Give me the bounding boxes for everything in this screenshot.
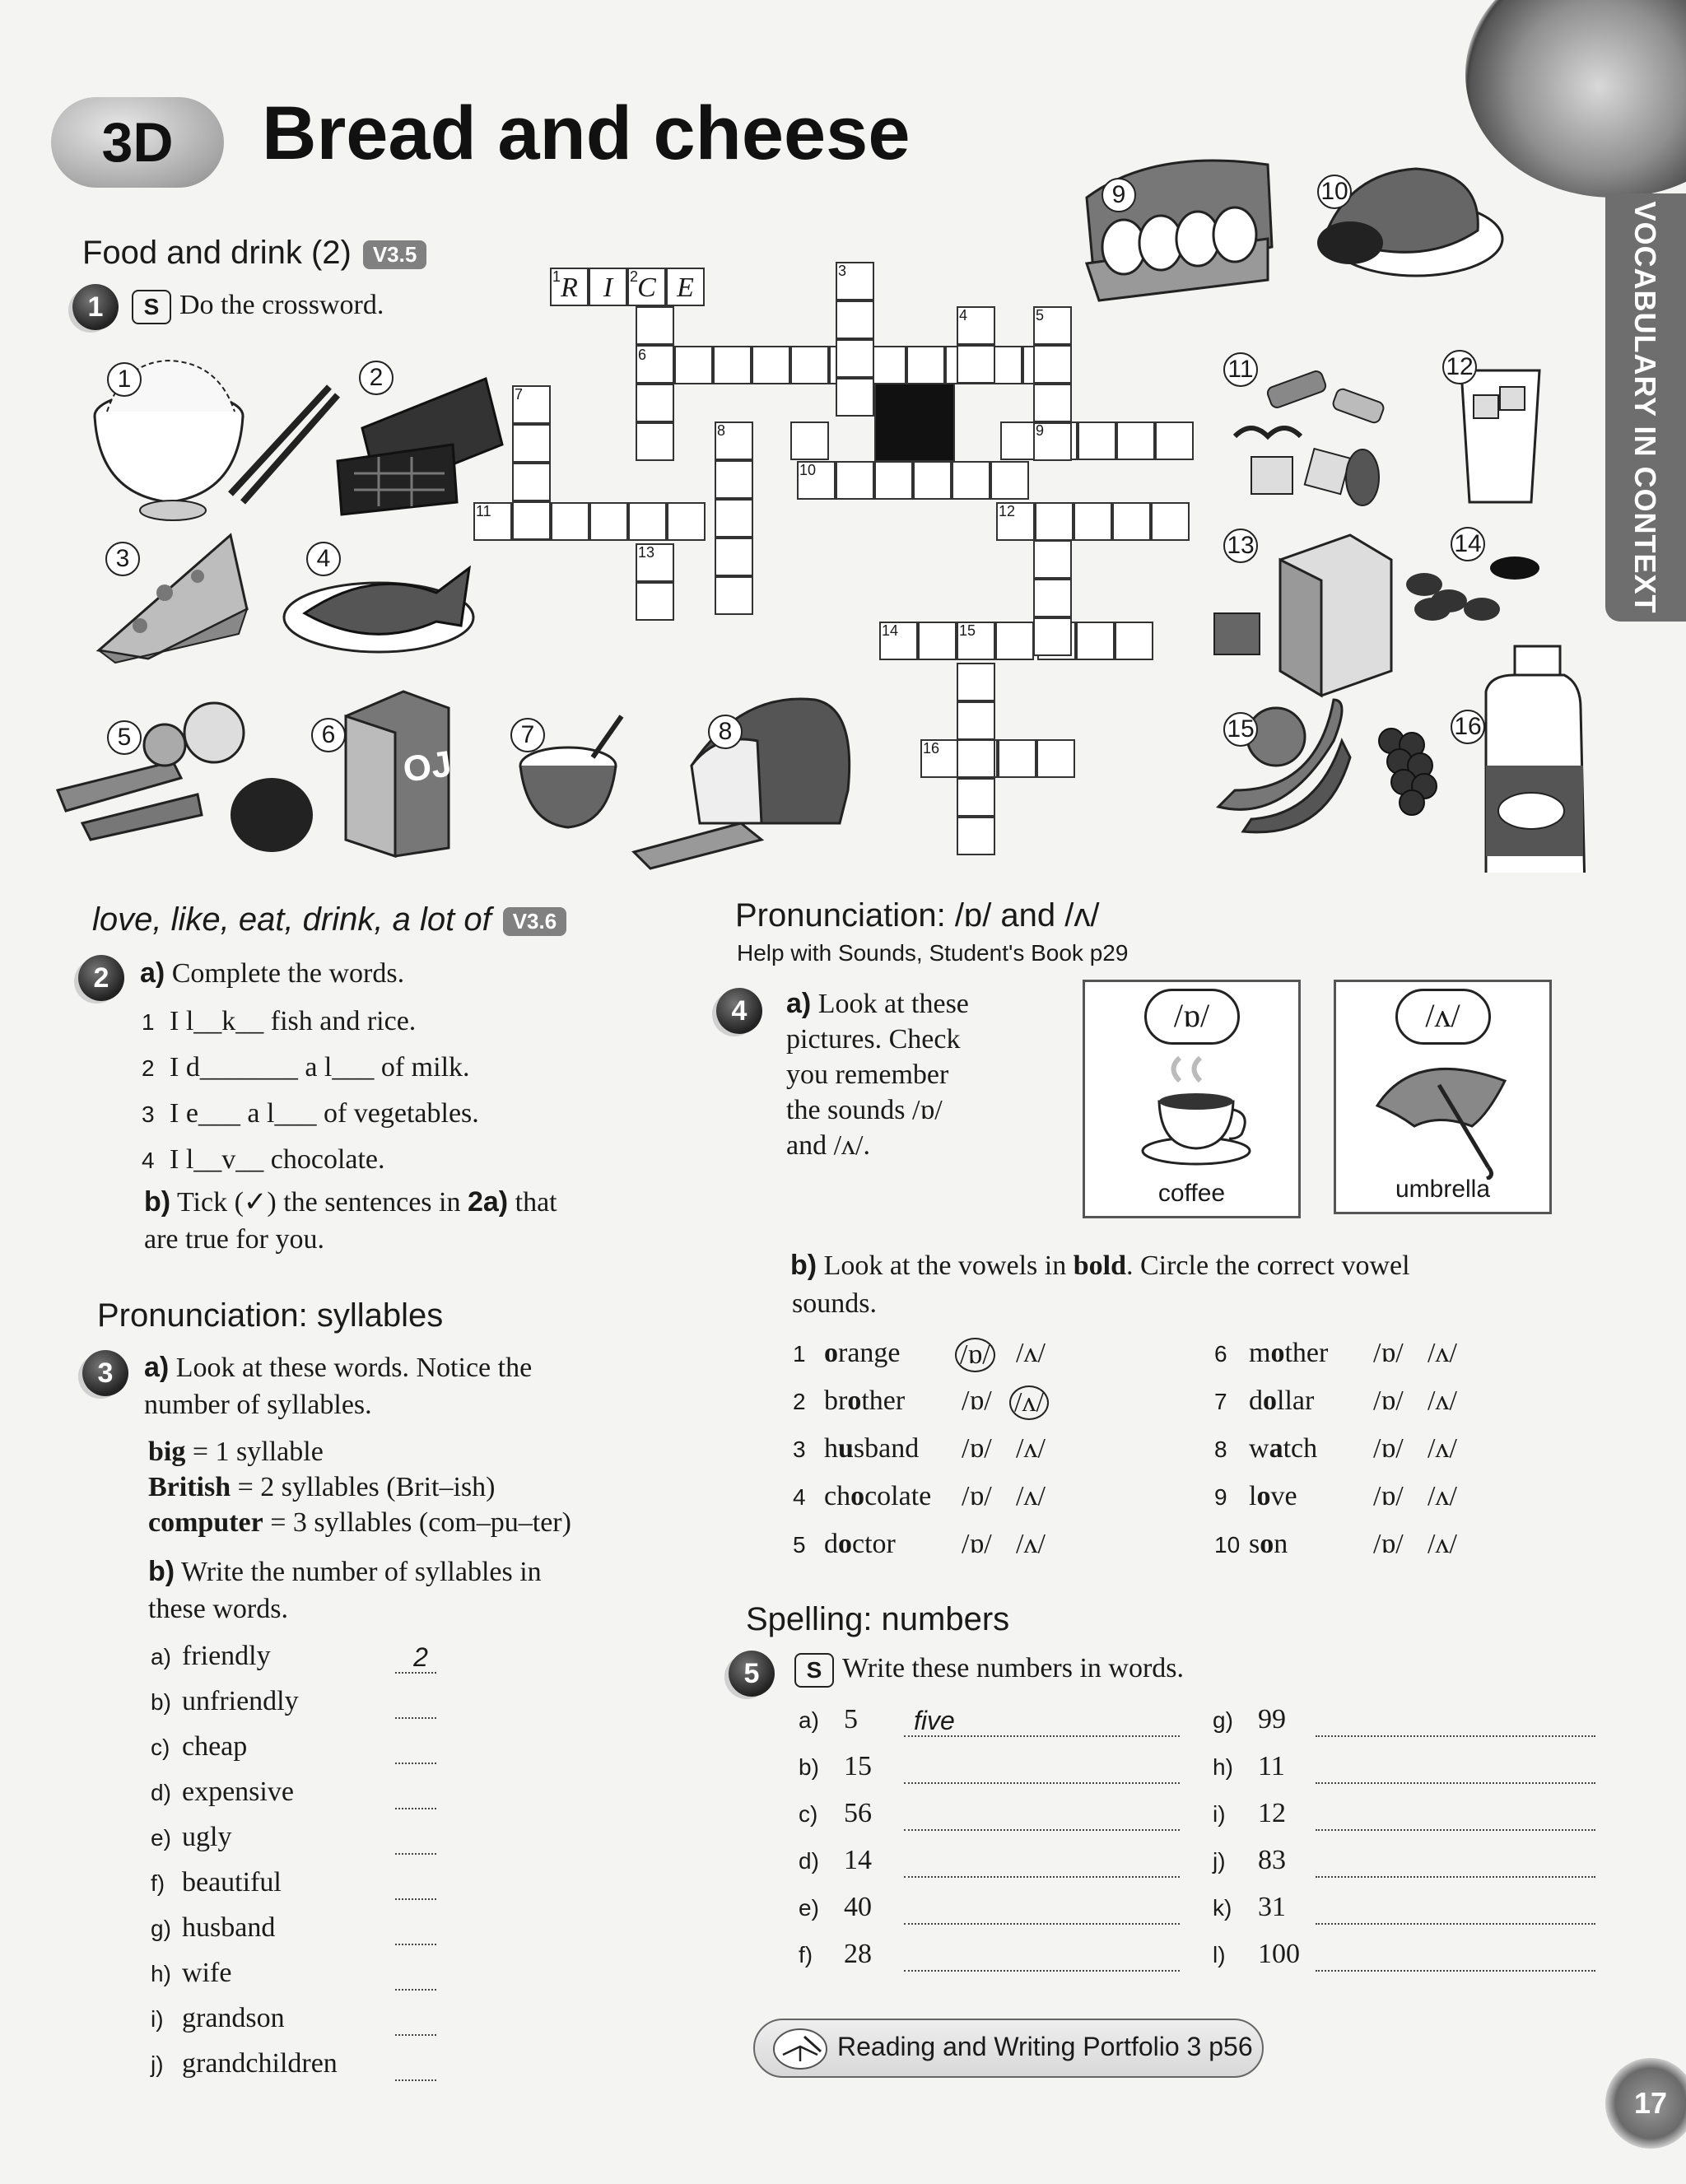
- vowel-item: [1214, 1529, 1288, 1560]
- example-word: big: [148, 1437, 186, 1467]
- exercise-3a-instruction: [144, 1352, 532, 1384]
- crossword-letter: I: [603, 272, 613, 303]
- ipa-symbol: /ʌ/: [1395, 989, 1491, 1045]
- item-letter: a): [799, 1707, 819, 1733]
- instruction-text: Write these numbers in words.: [842, 1653, 1185, 1683]
- a-line-0: Look at these: [817, 989, 969, 1019]
- section-heading-spelling: Spelling: numbers: [746, 1601, 1010, 1637]
- example-rest: = 3 syllables (com–pu–ter): [263, 1507, 571, 1538]
- vowel-option-o[interactable]: /ɒ/: [962, 1529, 992, 1559]
- crossword-clue-number: 2: [630, 268, 639, 285]
- exercise-number-4: 4: [716, 988, 762, 1034]
- word-post: ctor: [852, 1529, 896, 1559]
- word-text: unfriendly: [182, 1686, 299, 1716]
- answer-field[interactable]: 2: [395, 1642, 436, 1674]
- picture-number: 13: [1223, 529, 1258, 563]
- sentence-item: [142, 1006, 416, 1037]
- vowel-option-o[interactable]: /ɒ/: [1373, 1433, 1404, 1464]
- vowel-option-o[interactable]: /ɒ/: [962, 1385, 992, 1416]
- exercise-4a-instruction: [786, 986, 969, 1163]
- item-letter: d): [799, 1848, 819, 1874]
- bold-vowel: o: [1270, 1338, 1285, 1368]
- item-letter: e): [799, 1895, 819, 1921]
- crossword-clue-number: 4: [959, 307, 968, 324]
- answer-field[interactable]: [904, 1800, 1180, 1831]
- item-number: 2: [142, 1055, 155, 1081]
- vocab-tag: V3.6: [503, 907, 567, 936]
- instruction-text: Do the crossword.: [179, 290, 384, 320]
- number-value: 28: [844, 1939, 872, 1969]
- word-post: ther: [1284, 1338, 1329, 1368]
- picture-number: 1: [107, 362, 142, 397]
- vowel-option-o[interactable]: /ɒ/: [962, 1433, 992, 1464]
- ipa-symbol: /ɒ/: [1144, 989, 1240, 1045]
- crossword-clue-number: 15: [959, 622, 976, 639]
- number-value: 83: [1258, 1845, 1286, 1875]
- picture-number: 4: [306, 542, 341, 576]
- vowel-item: [793, 1385, 905, 1417]
- vowel-option-u[interactable]: /ʌ/: [1009, 1385, 1049, 1420]
- item-number: 5: [793, 1532, 806, 1558]
- exercise-5-instruction: [794, 1653, 1184, 1688]
- answer-field[interactable]: [904, 1846, 1180, 1878]
- a-line-3: the sounds /ɒ/: [786, 1095, 943, 1125]
- vocab-tag: V3.5: [363, 240, 427, 269]
- item-text: I e___ a l___ of vegetables.: [170, 1098, 479, 1129]
- portfolio-link[interactable]: [753, 2019, 1264, 2078]
- answer-field[interactable]: [1316, 1893, 1595, 1925]
- item-letter: j): [1213, 1848, 1226, 1874]
- word-text: grandson: [182, 2003, 285, 2033]
- word-text: wife: [182, 1958, 232, 1988]
- word-text: beautiful: [182, 1867, 282, 1898]
- part-label: a): [144, 1352, 170, 1383]
- picture-number: 5: [107, 720, 142, 755]
- exercise-number-2: 2: [78, 955, 124, 1001]
- item-text: I l__k__ fish and rice.: [170, 1006, 417, 1036]
- vowel-option-u[interactable]: /ʌ/: [1016, 1338, 1046, 1368]
- crossword-clue-number: 6: [638, 347, 647, 363]
- word-pre: w: [1249, 1433, 1269, 1464]
- item-letter: e): [151, 1825, 171, 1851]
- number-value: 15: [844, 1751, 872, 1781]
- syllable-example: [148, 1507, 571, 1539]
- part-label: b): [144, 1186, 171, 1218]
- vowel-item: [1214, 1338, 1328, 1369]
- side-tab-label: VOCABULARY IN CONTEXT: [1628, 201, 1662, 614]
- answer-field[interactable]: [904, 1940, 1180, 1972]
- bold-vowel: o: [1263, 1385, 1277, 1416]
- example-rest: = 2 syllables (Brit–ish): [231, 1472, 496, 1502]
- item-text: I l__v__ chocolate.: [170, 1144, 385, 1175]
- answer-field[interactable]: [395, 1914, 436, 1945]
- syllable-word-item: [151, 1912, 275, 1944]
- item-letter: c): [151, 1735, 170, 1760]
- instruction-text: Complete the words.: [171, 958, 405, 989]
- answer-field[interactable]: five: [904, 1706, 1180, 1737]
- item-number: 4: [142, 1148, 155, 1173]
- item-number: 7: [1214, 1389, 1227, 1414]
- exercise-number-5: 5: [729, 1651, 775, 1697]
- milk-bottle-illustration: [1486, 646, 1585, 873]
- item-letter: k): [1213, 1895, 1232, 1921]
- crossword-clue-number: 14: [882, 622, 899, 639]
- word-pre: br: [824, 1385, 848, 1416]
- crossword-clue-number: 16: [923, 740, 940, 757]
- instruction-text-cont: . Circle the correct vowel: [1125, 1250, 1410, 1281]
- answer-field[interactable]: [1316, 1753, 1595, 1784]
- crossword-clue-number: 8: [717, 422, 726, 439]
- bold-word: bold: [1073, 1250, 1126, 1281]
- crossword-clue-number: 10: [799, 462, 817, 478]
- answer-field[interactable]: [395, 1869, 436, 1900]
- word-text: grandchildren: [182, 2048, 338, 2079]
- item-letter: h): [151, 1961, 171, 1986]
- vowel-option-u[interactable]: /ʌ/: [1428, 1338, 1457, 1368]
- example-rest: = 1 syllable: [185, 1437, 324, 1467]
- item-number: 1: [793, 1341, 806, 1367]
- vowel-item: [793, 1433, 919, 1465]
- book-pen-icon: [771, 2027, 829, 2071]
- picture-number: 16: [1451, 710, 1485, 744]
- bold-vowel: u: [838, 1433, 854, 1464]
- number-value: 56: [844, 1798, 872, 1828]
- syllable-word-item: [151, 1731, 247, 1763]
- s-box: S: [132, 290, 171, 324]
- crossword-clue-number: 3: [838, 263, 847, 279]
- card-label: umbrella: [1395, 1176, 1491, 1203]
- item-number: 3: [793, 1437, 806, 1462]
- bold-vowel: o: [1256, 1481, 1271, 1511]
- word-post: ther: [861, 1385, 906, 1416]
- item-letter: g): [151, 1916, 171, 1941]
- section-heading-syllables: Pronunciation: syllables: [97, 1297, 444, 1334]
- vowel-option-u[interactable]: /ʌ/: [1016, 1481, 1046, 1511]
- word-text: friendly: [182, 1641, 271, 1671]
- section-subheading: Help with Sounds, Student's Book p29: [737, 940, 1129, 966]
- item-letter: f): [151, 1870, 165, 1896]
- exercise-2a-instruction: [140, 957, 404, 990]
- word-post: colate: [864, 1481, 932, 1511]
- sentence-item: [142, 1052, 470, 1083]
- syllable-word-item: [151, 1686, 299, 1717]
- bold-vowel: o: [1260, 1529, 1274, 1559]
- picture-number: 2: [359, 361, 394, 395]
- vowel-option-u[interactable]: /ʌ/: [1428, 1433, 1457, 1464]
- number-value: 14: [844, 1845, 872, 1875]
- exercise-3b-instruction: [148, 1556, 542, 1588]
- crossword-clue-number: 9: [1036, 422, 1045, 439]
- answer-field[interactable]: [395, 1959, 436, 1991]
- word-text: expensive: [182, 1777, 294, 1807]
- vowel-option-o[interactable]: /ɒ/: [1373, 1529, 1404, 1559]
- item-letter: i): [151, 2006, 164, 2032]
- vowel-item: [1214, 1481, 1297, 1512]
- word-pre: d: [824, 1529, 838, 1559]
- coffee-beans-illustration: [1406, 556, 1539, 621]
- crossword-clue-number: 11: [476, 503, 491, 519]
- ref-label: 2a): [467, 1186, 509, 1218]
- item-letter: d): [151, 1780, 171, 1805]
- a-line-1: pictures. Check: [786, 1024, 961, 1055]
- answer-field[interactable]: [904, 1753, 1180, 1784]
- syllable-word-item: [151, 1777, 294, 1808]
- crossword-clue-number: 13: [638, 544, 655, 561]
- picture-number: 7: [510, 718, 545, 752]
- exercise-2b-line2: are true for you.: [144, 1224, 325, 1255]
- chocolate-illustration: [338, 379, 502, 515]
- vowel-option-u[interactable]: /ʌ/: [1016, 1433, 1046, 1464]
- umbrella-card: [1334, 980, 1552, 1214]
- word-pre: h: [824, 1433, 838, 1464]
- instruction-text: Look at the vowels in: [823, 1250, 1067, 1281]
- fish-illustration: [284, 568, 473, 652]
- word-pre: d: [1249, 1385, 1263, 1416]
- word-post: ve: [1270, 1481, 1297, 1511]
- crossword-clue-number: 12: [999, 503, 1016, 519]
- sentence-item: [142, 1098, 479, 1129]
- vowel-option-u[interactable]: /ʌ/: [1428, 1481, 1457, 1511]
- item-text: I d_______ a l___ of milk.: [170, 1052, 470, 1083]
- item-letter: i): [1213, 1801, 1226, 1827]
- vowel-item: [793, 1529, 896, 1560]
- crossword-letter: R: [561, 272, 578, 303]
- item-letter: c): [799, 1801, 818, 1827]
- part-label: b): [790, 1250, 817, 1281]
- picture-number: 9: [1101, 178, 1136, 212]
- answer-field[interactable]: [395, 2005, 436, 2036]
- word-text: cheap: [182, 1731, 248, 1762]
- answer-field[interactable]: [904, 1893, 1180, 1925]
- bold-vowel: o: [850, 1481, 865, 1511]
- crossword-letter: C: [637, 272, 656, 303]
- number-value: 31: [1258, 1892, 1286, 1922]
- answer-field[interactable]: [395, 1823, 436, 1855]
- vowel-option-o[interactable]: /ɒ/: [962, 1481, 992, 1511]
- item-letter: h): [1213, 1754, 1233, 1780]
- word-post: tch: [1283, 1433, 1318, 1464]
- syllable-word-item: [151, 2048, 338, 2079]
- pasta-illustration: [1235, 370, 1386, 505]
- bold-vowel: o: [838, 1529, 852, 1559]
- exercise-number-3: 3: [82, 1350, 128, 1396]
- word-text: husband: [182, 1912, 276, 1943]
- vowel-option-o[interactable]: /ɒ/: [1373, 1338, 1404, 1368]
- instruction-text: Tick (✓) the sentences in: [176, 1187, 461, 1218]
- picture-number: 3: [105, 542, 140, 576]
- coffee-card: [1083, 980, 1301, 1218]
- item-number: 4: [793, 1484, 806, 1510]
- answer-field[interactable]: [395, 2050, 436, 2081]
- example-word: British: [148, 1472, 231, 1502]
- picture-number: 6: [311, 718, 346, 752]
- exercise-number-1: 1: [72, 284, 119, 330]
- heading-text: love, like, eat, drink, a lot of: [92, 901, 491, 938]
- s-box: S: [794, 1653, 834, 1688]
- word-post: range: [838, 1338, 901, 1368]
- answer-field[interactable]: [395, 1778, 436, 1809]
- exercise-4b-instruction: [790, 1250, 1410, 1282]
- bold-vowel: o: [824, 1338, 838, 1368]
- vowel-option-u[interactable]: /ʌ/: [1428, 1529, 1457, 1559]
- word-pre: l: [1249, 1481, 1257, 1511]
- card-label: coffee: [1157, 1180, 1226, 1207]
- bold-vowel: a: [1269, 1433, 1283, 1464]
- item-letter: a): [151, 1644, 171, 1669]
- item-number: 1: [142, 1009, 155, 1035]
- exercise-3b-line2: these words.: [148, 1594, 288, 1624]
- picture-number: 15: [1223, 712, 1258, 747]
- crossword-clue-number: 5: [1036, 307, 1045, 324]
- number-value: 100: [1258, 1939, 1300, 1969]
- vowel-option-o[interactable]: /ɒ/: [1373, 1385, 1404, 1416]
- food-illustrations: [0, 0, 1686, 873]
- number-value: 5: [844, 1704, 858, 1735]
- water-glass-illustration: [1461, 370, 1539, 502]
- vowel-option-u[interactable]: /ʌ/: [1016, 1529, 1046, 1559]
- number-value: 40: [844, 1892, 872, 1922]
- item-number: 8: [1214, 1437, 1227, 1462]
- example-word: computer: [148, 1507, 263, 1538]
- unit-number: 3D: [101, 111, 174, 174]
- vowel-option-o[interactable]: /ɒ/: [955, 1338, 995, 1372]
- heading-text: Food and drink (2): [82, 235, 352, 271]
- word-pre: s: [1249, 1529, 1260, 1559]
- syllable-word-item: [151, 1641, 271, 1672]
- vowel-item: [793, 1481, 931, 1512]
- picture-number: 14: [1451, 527, 1485, 561]
- crossword-letter: E: [677, 272, 694, 303]
- item-number: 9: [1214, 1484, 1227, 1510]
- syllable-word-item: [151, 1822, 231, 1853]
- picture-number: 10: [1317, 175, 1352, 209]
- item-letter: g): [1213, 1707, 1233, 1733]
- answer-field[interactable]: [395, 1733, 436, 1764]
- word-text: ugly: [182, 1822, 232, 1852]
- word-post: sband: [853, 1433, 920, 1464]
- picture-number: 8: [708, 715, 743, 749]
- word-pre: ch: [824, 1481, 851, 1511]
- exercise-4b-line2: sounds.: [792, 1288, 877, 1319]
- crossword-clue-number: 7: [515, 386, 524, 403]
- a-line-4: and /ʌ/.: [786, 1130, 870, 1161]
- crossword-clue-number: 1: [552, 268, 561, 285]
- item-number: 6: [1214, 1341, 1227, 1367]
- portfolio-label: Reading and Writing Portfolio 3 p56: [837, 2032, 1253, 2061]
- coffee-cup-icon: [1134, 1056, 1258, 1171]
- syllable-example: [148, 1472, 496, 1503]
- item-letter: j): [151, 2051, 164, 2077]
- word-pre: m: [1249, 1338, 1271, 1368]
- exercise-3a-line2: number of syllables.: [144, 1390, 372, 1420]
- part-label: a): [140, 957, 165, 989]
- vowel-item: [1214, 1433, 1317, 1465]
- picture-number: 12: [1442, 350, 1477, 384]
- number-value: 11: [1258, 1751, 1285, 1781]
- answer-field[interactable]: [1316, 1940, 1595, 1972]
- bold-vowel: o: [847, 1385, 862, 1416]
- syllable-word-item: [151, 2003, 285, 2034]
- answer-field[interactable]: [1316, 1846, 1595, 1878]
- page-number: 17: [1605, 2058, 1686, 2149]
- number-value: 12: [1258, 1798, 1286, 1828]
- vowel-option-o[interactable]: /ɒ/: [1373, 1481, 1404, 1511]
- item-letter: f): [799, 1942, 813, 1967]
- a-line-2: you remember: [786, 1059, 949, 1090]
- exercise-2b-instruction: [144, 1185, 557, 1218]
- vegetables-illustration: [58, 703, 313, 852]
- instruction-text: Write the number of syllables in: [180, 1557, 542, 1587]
- item-letter: b): [151, 1689, 171, 1715]
- item-number: 3: [142, 1101, 155, 1127]
- page-title: Bread and cheese: [262, 91, 911, 175]
- answer-field[interactable]: [1316, 1706, 1595, 1737]
- syllable-example: [148, 1437, 324, 1468]
- part-label: b): [148, 1556, 175, 1587]
- svg-text:OJ: OJ: [400, 743, 454, 790]
- item-letter: l): [1213, 1942, 1226, 1967]
- instruction-text: Look at these words. Notice the: [175, 1353, 533, 1383]
- section-heading-pronunciation: Pronunciation: /ɒ/ and /ʌ/: [735, 897, 1100, 934]
- orange-juice-carton-illustration: [346, 692, 454, 856]
- vowel-item: [793, 1338, 901, 1369]
- word-post: llar: [1277, 1385, 1315, 1416]
- sentence-item: [142, 1144, 385, 1176]
- umbrella-icon: [1365, 1048, 1530, 1180]
- item-letter: b): [799, 1754, 819, 1780]
- picture-number: 11: [1223, 352, 1258, 387]
- section-heading-love: [92, 901, 566, 938]
- answer-field[interactable]: [395, 1688, 436, 1719]
- vowel-item: [1214, 1385, 1314, 1417]
- syllable-word-item: [151, 1958, 231, 1989]
- vowel-option-u[interactable]: /ʌ/: [1428, 1385, 1457, 1416]
- part-label: a): [786, 988, 812, 1019]
- instruction-text-cont: that: [515, 1187, 557, 1218]
- word-post: n: [1274, 1529, 1288, 1559]
- bread-illustration: [634, 699, 850, 868]
- syllable-word-item: [151, 1867, 282, 1898]
- item-number: 2: [793, 1389, 806, 1414]
- item-number: 10: [1214, 1532, 1241, 1558]
- answer-field[interactable]: [1316, 1800, 1595, 1831]
- number-value: 99: [1258, 1704, 1286, 1735]
